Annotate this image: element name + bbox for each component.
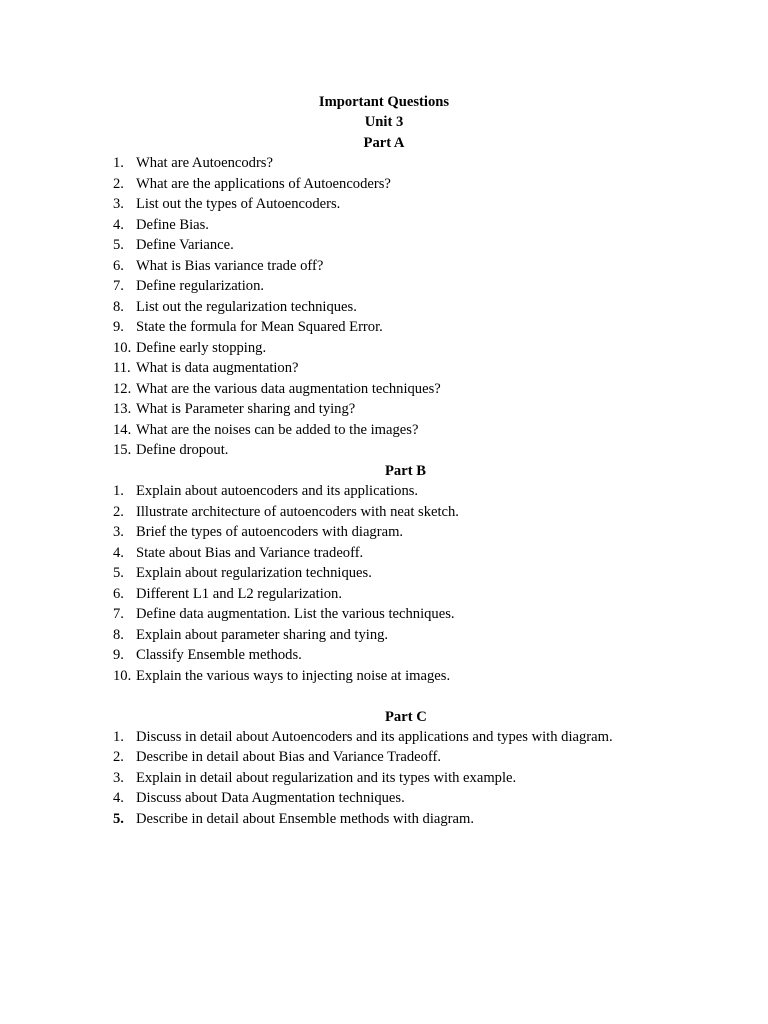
- item-number: 5.: [113, 237, 124, 254]
- item-number: 9.: [113, 319, 124, 336]
- document-title: Important Questions: [318, 94, 450, 110]
- list-item: [0, 584, 768, 605]
- question-text: Define Bias.: [136, 216, 209, 233]
- list-item: [0, 727, 768, 748]
- question-text: State about Bias and Variance tradeoff.: [136, 544, 364, 561]
- item-number: 3.: [113, 524, 124, 541]
- question-text: State the formula for Mean Squared Error.: [136, 319, 383, 336]
- list-item: [0, 420, 768, 441]
- question-text: Define dropout.: [136, 442, 229, 459]
- question-text: List out the regularization techniques.: [136, 298, 357, 315]
- question-text: Define regularization.: [136, 278, 265, 295]
- item-number: 10.: [113, 339, 132, 356]
- item-number: 1.: [113, 728, 124, 745]
- list-item: [0, 338, 768, 359]
- item-number: 4.: [113, 216, 124, 233]
- question-text: What is data augmentation?: [136, 360, 299, 377]
- part-a-question-list: [0, 153, 768, 461]
- question-text: What are the noises can be added to the images?: [136, 421, 419, 438]
- part-c-question-list: [0, 727, 768, 830]
- question-text: What is Bias variance trade off?: [136, 257, 324, 274]
- item-number: 12.: [113, 380, 132, 397]
- unit-heading: Unit 3: [364, 114, 404, 131]
- item-number: 10.: [113, 667, 132, 684]
- question-text: Define Variance.: [136, 237, 234, 254]
- list-item: [0, 297, 768, 318]
- item-number: 4.: [113, 790, 124, 807]
- question-text: What is Parameter sharing and tying?: [136, 401, 356, 418]
- question-text: What are the various data augmentation techniques?: [136, 380, 441, 397]
- item-number: 3.: [113, 769, 124, 786]
- question-text: Describe in detail about Ensemble methods with diagram.: [136, 810, 475, 827]
- list-item: [0, 563, 768, 584]
- list-item: [0, 788, 768, 809]
- list-item: [0, 399, 768, 420]
- item-number: 2.: [113, 749, 124, 766]
- item-number: 3.: [113, 196, 124, 213]
- part-c-heading: Part C: [385, 708, 427, 725]
- list-item: [0, 481, 768, 502]
- item-number: 8.: [113, 626, 124, 643]
- question-text: Discuss in detail about Autoencoders and its applications and types with diagram.: [136, 728, 613, 745]
- question-text: Illustrate architecture of autoencoders with neat sketch.: [136, 503, 459, 520]
- item-number: 2.: [113, 503, 124, 520]
- question-text: Describe in detail about Bias and Variance Tradeoff.: [136, 749, 442, 766]
- item-number: 7.: [113, 278, 124, 295]
- question-text: What are the applications of Autoencoders?: [136, 175, 391, 192]
- list-item: [0, 174, 768, 195]
- part-a-heading: Part A: [363, 134, 405, 151]
- question-text: Explain about regularization techniques.: [136, 565, 372, 582]
- list-item: [0, 666, 768, 687]
- question-text: Explain the various ways to injecting noise at images.: [136, 667, 451, 684]
- item-number: 8.: [113, 298, 124, 315]
- question-text: What are Autoencodrs?: [136, 155, 273, 172]
- question-text: List out the types of Autoencoders.: [136, 196, 341, 213]
- list-item: [0, 256, 768, 277]
- question-text: Explain in detail about regularization and its types with example.: [136, 769, 517, 786]
- list-item: [0, 153, 768, 174]
- list-item: [0, 276, 768, 297]
- list-item: [0, 625, 768, 646]
- part-b-question-list: [0, 481, 768, 686]
- list-item: [0, 215, 768, 236]
- item-number: 2.: [113, 175, 124, 192]
- item-number: 6.: [113, 585, 124, 602]
- item-number: 15.: [113, 442, 132, 459]
- list-item: [0, 502, 768, 523]
- question-text: Define data augmentation. List the various techniques.: [136, 606, 455, 623]
- list-item: [0, 747, 768, 768]
- list-item: [0, 358, 768, 379]
- question-text: Classify Ensemble methods.: [136, 647, 302, 664]
- list-item: [0, 235, 768, 256]
- question-text: Explain about parameter sharing and tying.: [136, 626, 389, 643]
- list-item: [0, 604, 768, 625]
- list-item: [0, 440, 768, 461]
- question-text: Explain about autoencoders and its applications.: [136, 483, 419, 500]
- list-item: [0, 645, 768, 666]
- list-item: [0, 768, 768, 789]
- item-number: 6.: [113, 257, 124, 274]
- list-item: [0, 317, 768, 338]
- question-text: Define early stopping.: [136, 339, 267, 356]
- list-item: [0, 194, 768, 215]
- item-number: 13.: [113, 401, 132, 418]
- list-item: [0, 522, 768, 543]
- list-item: [0, 809, 768, 830]
- question-text: Brief the types of autoencoders with diagram.: [136, 524, 404, 541]
- item-number: 5.: [113, 565, 124, 582]
- question-text: Discuss about Data Augmentation techniques.: [136, 790, 405, 807]
- list-item: [0, 379, 768, 400]
- item-number: 7.: [113, 606, 124, 623]
- item-number: 4.: [113, 544, 124, 561]
- item-number: 5.: [113, 810, 124, 827]
- document-page: [0, 92, 768, 829]
- part-b-heading: Part B: [385, 462, 426, 479]
- question-text: Different L1 and L2 regularization.: [136, 585, 342, 602]
- item-number: 11.: [113, 360, 131, 377]
- list-item: [0, 543, 768, 564]
- blank-line: [0, 686, 768, 707]
- item-number: 1.: [113, 155, 124, 172]
- item-number: 14.: [113, 421, 132, 438]
- item-number: 9.: [113, 647, 124, 664]
- item-number: 1.: [113, 483, 124, 500]
